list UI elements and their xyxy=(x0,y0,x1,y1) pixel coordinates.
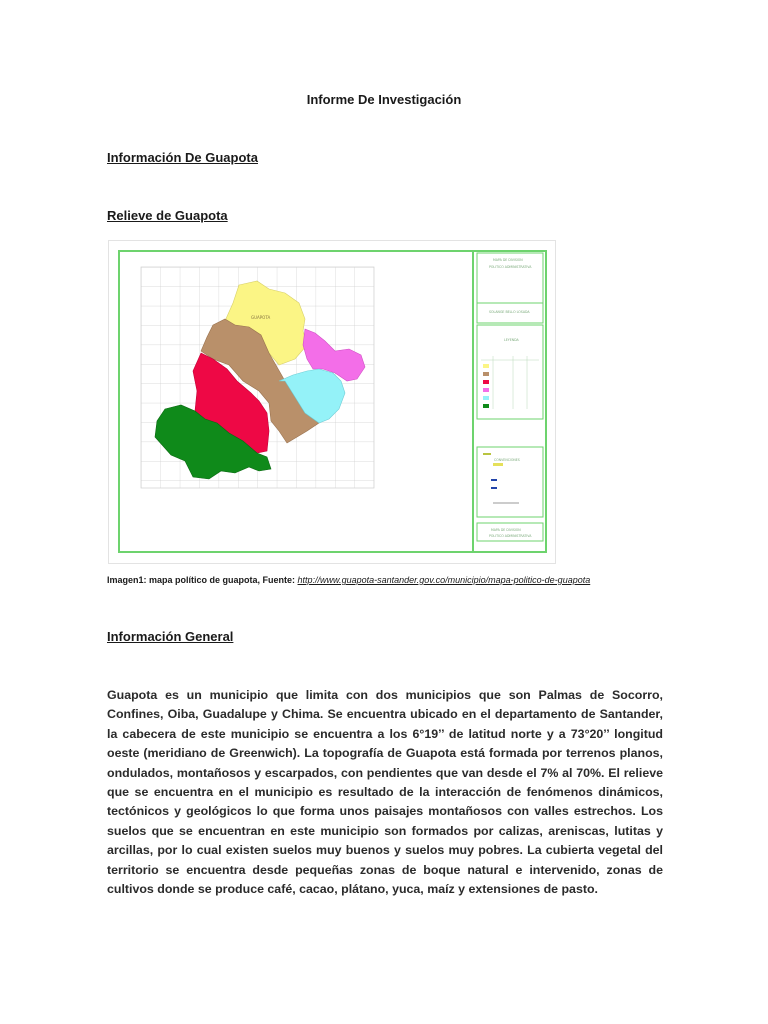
page-title: Informe De Investigación xyxy=(306,92,462,107)
map-legend-swatches xyxy=(481,356,539,409)
political-map-image xyxy=(108,240,556,564)
heading-informacion-general: Información General xyxy=(107,629,234,644)
svg-text:LEYENDA: LEYENDA xyxy=(504,338,519,342)
body-paragraph: Guapota es un municipio que limita con dos municipios que son Palmas de Socorro, Confines, Oiba, Guadalupe y Chima. Se encuentra ubicado en el departamento de Santander, la cabecera de este municipio se encuentra a los 6°19’’ de latitud norte y a 73°20’’ longitud oeste (meridiano de Greenwich). La topografía de Guapota está formada por terrenos planos, ondulados, montañosos y escarpados, con pendientes que van desde el 7% al 70%. El relieve que se encuentra en el municipio es resultado de la interacción de fenómenos dinámicos, tectónicos y geológicos lo que forma unos paisajes montañosos con valles estrechos. Los suelos que se encuentran en este municipio son formados por calizas, areniscas, lutitas y arcillas, por lo cual existen suelos muy buenos y suelos muy pobres. La cubierta vegetal del territorio se encuentra desde pequeñas zonas de boque natural e intervenido, zonas de cultivos donde se produce café, cacao, plátano, yuca, maíz y extensiones de pasto. xyxy=(107,688,663,897)
map-drawing xyxy=(109,241,555,563)
svg-text:MAPA DE DIVISION: MAPA DE DIVISION xyxy=(491,528,521,532)
svg-text:MAPA DE DIVISION: MAPA DE DIVISION xyxy=(493,258,523,262)
svg-text:GUAPOTA: GUAPOTA xyxy=(251,315,271,320)
svg-text:SOLANGE BELLO LOSADA: SOLANGE BELLO LOSADA xyxy=(489,310,530,314)
figure-caption xyxy=(107,575,590,585)
svg-text:POLITICO ADMINISTRATIVA: POLITICO ADMINISTRATIVA xyxy=(489,265,532,269)
svg-text:CONVENCIONES: CONVENCIONES xyxy=(494,458,520,462)
svg-text:POLITICO ADMINISTRATIVA: POLITICO ADMINISTRATIVA xyxy=(489,534,532,538)
caption-label: Imagen1: mapa político de guapota, Fuente: xyxy=(107,575,296,585)
heading-relieve-guapota: Relieve de Guapota xyxy=(107,208,228,223)
heading-informacion-guapota: Información De Guapota xyxy=(107,150,258,165)
source-link[interactable]: http://www.guapota-santander.gov.co/municipio/mapa-politico-de-guapota xyxy=(297,575,591,585)
